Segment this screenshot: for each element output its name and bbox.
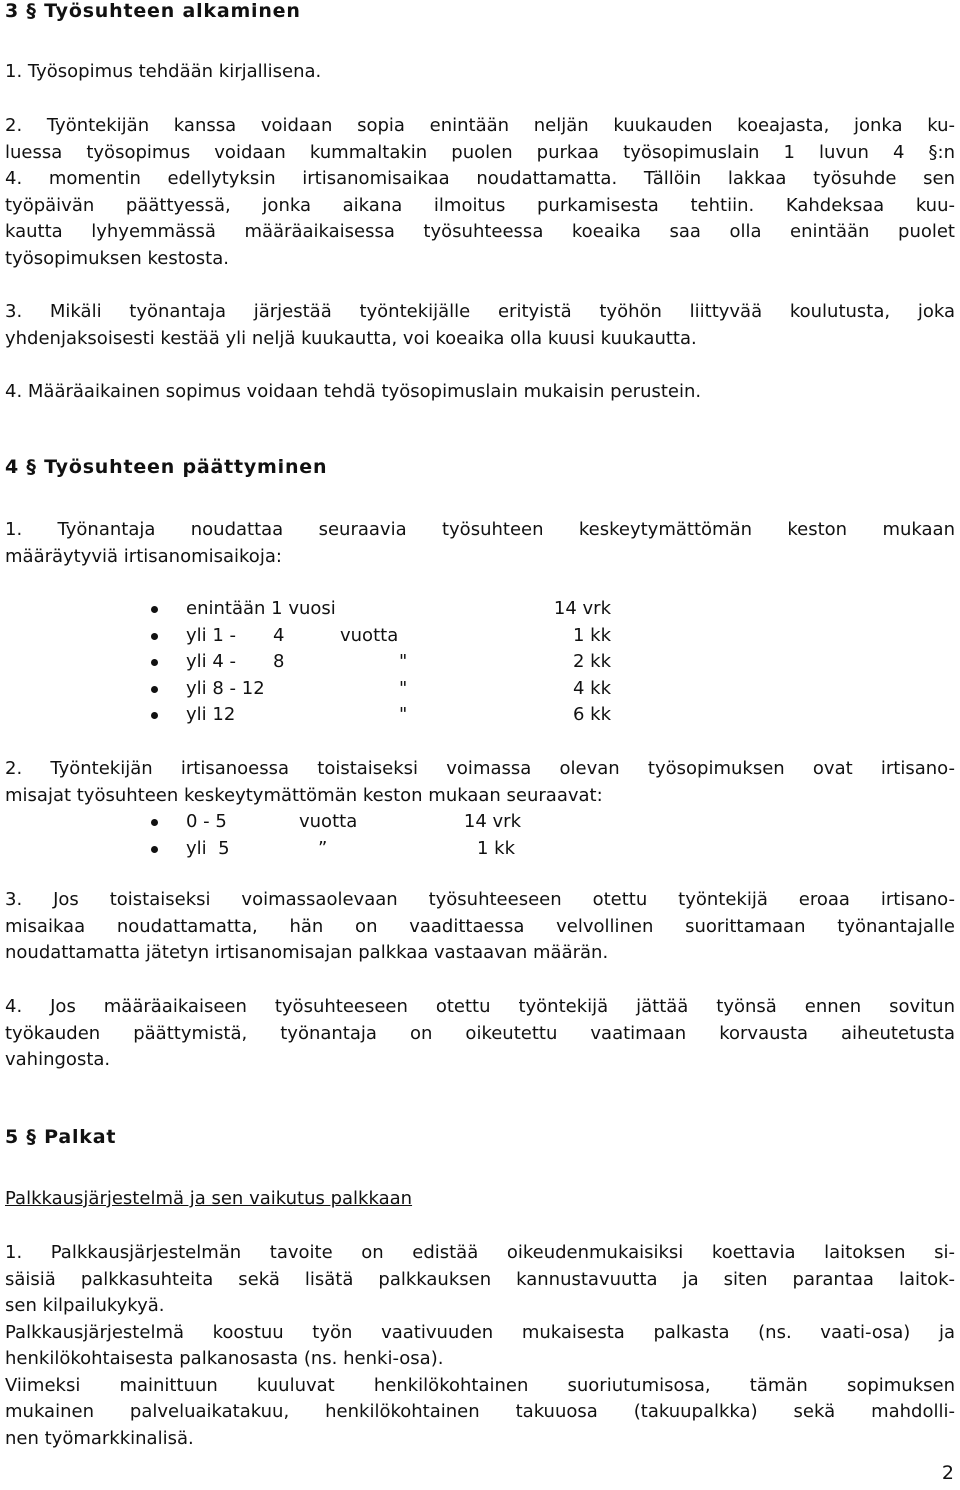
period-unit: ” — [318, 837, 328, 859]
section-5-heading: 5 § Palkat — [5, 1126, 117, 1148]
period-unit: " — [399, 651, 408, 672]
period-label: yli 5 — [186, 837, 230, 859]
period-unit: " — [399, 704, 408, 725]
period-label: yli 4 - — [186, 651, 237, 672]
section-4-paragraph-4 — [5, 994, 955, 1074]
page-number: 2 — [941, 1462, 954, 1484]
bullet-icon — [151, 633, 158, 640]
period-label: enintään 1 vuosi — [186, 598, 336, 619]
bullet-icon — [151, 819, 158, 826]
period-unit: vuotta — [299, 811, 358, 832]
notice-period: 14 vrk — [553, 598, 611, 619]
period-label: 0 - 5 — [186, 811, 227, 832]
period-label: yli 1 - — [186, 624, 237, 646]
text-line: 2. Työntekijän irtisanoessa toistaiseksi voimassa olevan työsopimuksen ovat irtisano- — [5, 758, 955, 779]
text-line: mukainen palveluaikatakuu, henkilökohtainen takuuosa (takuupalkka) sekä mahdolli- — [5, 1401, 955, 1422]
period-unit: vuotta — [340, 624, 399, 646]
text-line: kautta lyhyemmässä määräaikaisessa työsuhteessa koeaika saa olla enintään puolet — [5, 221, 955, 242]
text-line: Palkkausjärjestelmä koostuu työn vaativuuden mukaisesta palkasta (ns. vaati-osa) ja — [5, 1321, 955, 1343]
text-line: 4. momentin edellytyksin irtisanomisaikaa noudattamatta. Tällöin lakkaa työsuhde sen — [5, 168, 955, 189]
section-3-paragraph-1 — [5, 59, 955, 86]
section-4-paragraph-1 — [5, 517, 955, 570]
text-line: 1. Työsopimus tehdään kirjallisena. — [5, 61, 322, 82]
text-line: työsopimuksen kestosta. — [5, 247, 229, 269]
text-line: vahingosta. — [5, 1049, 111, 1070]
section-4-heading: 4 § Työsuhteen päättyminen — [5, 456, 328, 478]
section-3-heading: 3 § Työsuhteen alkaminen — [5, 0, 301, 22]
period-end: 4 — [273, 624, 285, 646]
list-item — [5, 836, 955, 863]
text-line: misaikaa noudattamatta, hän on vaadittaessa velvollinen suorittamaan työnantajalle — [5, 915, 955, 937]
period-label: yli 8 - 12 — [186, 677, 265, 699]
notice-period: 2 kk — [572, 651, 611, 672]
list-item — [5, 809, 955, 836]
text-line: työpäivän päättyessä, jonka aikana ilmoitus purkamisesta tehtiin. Kahdeksaa kuu- — [5, 194, 955, 216]
notice-period: 6 kk — [572, 704, 611, 725]
text-line: 4. Jos määräaikaiseen työsuhteeseen otettu työntekijä jättää työnsä ennen sovitun — [5, 996, 955, 1017]
text-line: 1. Työnantaja noudattaa seuraavia työsuhteen keskeytymättömän keston mukaan — [5, 519, 955, 540]
bullet-icon — [151, 606, 158, 613]
section-4-paragraph-3 — [5, 887, 955, 967]
text-line: 4. Määräaikainen sopimus voidaan tehdä työsopimuslain mukaisin perustein. — [5, 381, 702, 402]
text-line: 3. Jos toistaiseksi voimassaolevaan työsuhteeseen otettu työntekijä eroaa irtisano- — [5, 889, 955, 910]
text-line: Viimeksi mainittuun kuuluvat henkilökohtainen suoriutumisosa, tämän sopimuksen — [5, 1374, 955, 1396]
bullet-icon — [151, 846, 158, 853]
text-line: henkilökohtaisesta palkanosasta (ns. henki-osa). — [5, 1348, 444, 1369]
section-3-paragraph-4 — [5, 379, 955, 406]
text-line: luessa työsopimus voidaan kummaltakin puolen purkaa työsopimuslain 1 luvun 4 §:n — [5, 141, 955, 163]
text-line: noudattamatta jätetyn irtisanomisajan palkkaa vastaavan määrän. — [5, 942, 609, 963]
notice-period: 1 kk — [476, 837, 515, 859]
text-line: nen työmarkkinalisä. — [5, 1427, 194, 1449]
section-5-subheading — [5, 1186, 955, 1213]
bullet-icon — [151, 659, 158, 666]
list-item — [5, 676, 955, 703]
text-line: työkauden päättymistä, työnantaja on oikeutettu vaatimaan korvausta aiheutetusta — [5, 1022, 955, 1044]
text-line: misajat työsuhteen keskeytymättömän keston mukaan seuraavat: — [5, 784, 603, 806]
text-line: määräytyviä irtisanomisaikoja: — [5, 545, 282, 567]
bullet-icon — [151, 712, 158, 719]
text-line: 3. Mikäli työnantaja järjestää työntekijälle erityistä työhön liittyvää koulutusta, joka — [5, 301, 955, 322]
period-unit: " — [399, 677, 408, 699]
employer-notice-list — [5, 596, 955, 729]
subheading-text: Palkkausjärjestelmä ja sen vaikutus palkkaan — [5, 1188, 413, 1209]
notice-period: 4 kk — [572, 677, 611, 699]
notice-period: 1 kk — [572, 624, 611, 646]
bullet-icon — [151, 686, 158, 693]
text-line: yhdenjaksoisesti kestää yli neljä kuukautta, voi koeaika olla kuusi kuukautta. — [5, 327, 697, 349]
text-line: 2. Työntekijän kanssa voidaan sopia enintään neljän kuukauden koeajasta, jonka ku- — [5, 115, 955, 136]
text-line: 1. Palkkausjärjestelmän tavoite on edistää oikeudenmukaisiksi koettavia laitoksen si- — [5, 1242, 955, 1263]
list-item — [5, 649, 955, 676]
employee-notice-list — [5, 809, 955, 862]
text-line: sen kilpailukykyä. — [5, 1295, 165, 1316]
text-line: säisiä palkkasuhteita sekä lisätä palkkauksen kannustavuutta ja siten parantaa laitok- — [5, 1268, 955, 1290]
section-3-paragraph-3 — [5, 299, 955, 352]
list-item — [5, 623, 955, 650]
notice-period: 14 vrk — [463, 811, 521, 832]
period-end: 8 — [273, 651, 285, 672]
list-item — [5, 596, 955, 623]
period-label: yli 12 — [186, 704, 236, 725]
section-5-paragraph-1 — [5, 1240, 955, 1452]
section-4-paragraph-2 — [5, 756, 955, 809]
list-item — [5, 702, 955, 729]
section-3-paragraph-2 — [5, 113, 955, 272]
